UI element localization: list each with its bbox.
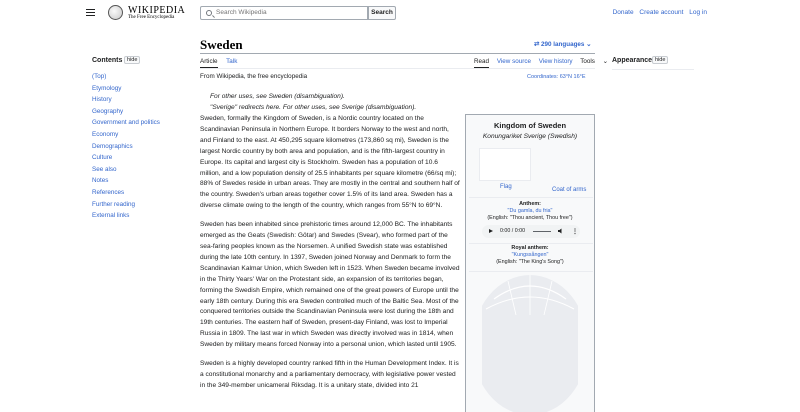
anthem-label[interactable]: Anthem: xyxy=(519,201,541,207)
toc-item[interactable]: (Top) xyxy=(92,73,107,80)
hatnote-line: "Sverige" redirects here. For other uses, see Sverige (disambiguation). xyxy=(210,104,417,111)
tab-article[interactable]: Article xyxy=(200,58,218,68)
toc-item[interactable]: Culture xyxy=(92,154,113,162)
coat-of-arms-link[interactable]: Coat of arms xyxy=(552,187,587,193)
toc-item[interactable]: See also xyxy=(92,165,117,173)
infobox-title: Kingdom of Sweden xyxy=(493,121,567,130)
login-link[interactable]: Log in xyxy=(689,9,707,16)
toc-item[interactable]: Demographics xyxy=(92,142,133,150)
site-sub: From Wikipedia, the free encyclopedia xyxy=(200,73,308,80)
appearance-hide-button[interactable]: hide xyxy=(652,56,668,64)
title-divider xyxy=(200,53,595,54)
royal-anthem-label[interactable]: Royal anthem: xyxy=(511,245,549,251)
toc-item[interactable]: References xyxy=(92,188,125,196)
logo-tagline: The Free Encyclopedia xyxy=(128,15,175,20)
play-icon[interactable] xyxy=(489,229,493,233)
tab-view-history[interactable]: View history xyxy=(538,58,573,65)
view-tabs xyxy=(474,58,614,65)
translate-icon: ⇄ xyxy=(534,41,542,48)
royal-anthem-english: (English: "The King's Song") xyxy=(496,259,564,265)
anthem-english: (English: "Thou ancient, Thou free") xyxy=(487,215,573,221)
appearance-panel xyxy=(612,57,702,64)
toc-title: Contents xyxy=(92,57,123,64)
royal-anthem-name[interactable]: "Kungssången" xyxy=(511,252,549,258)
toc-item[interactable]: Etymology xyxy=(92,84,122,92)
toc-item[interactable]: Geography xyxy=(92,107,124,115)
main-menu-icon[interactable] xyxy=(86,9,95,16)
infobox-divider xyxy=(469,243,593,244)
appearance-divider xyxy=(612,69,694,70)
royal-anthem-block xyxy=(466,245,594,266)
tab-view-source[interactable]: View source xyxy=(496,58,531,65)
toc-item[interactable]: Notes xyxy=(92,177,109,185)
hatnote-line: For other uses, see Sweden (disambiguation). xyxy=(210,93,345,100)
audio-progress-track[interactable] xyxy=(533,231,551,232)
politics-paragraph: Sweden is a highly developed country ranked fifth in the Human Development Index. It is a constitutional monarchy and a parliamentary democracy, with legislative power vested in the 349-member unicameral Riksdag. It is a unitary state, divided into 21 xyxy=(200,360,459,389)
hatnote xyxy=(210,91,416,113)
toc-item[interactable]: External links xyxy=(92,212,130,220)
infobox xyxy=(465,114,595,412)
article-body xyxy=(200,114,460,400)
flag-image[interactable] xyxy=(479,148,531,181)
volume-icon[interactable] xyxy=(558,228,563,234)
tab-read[interactable]: Read xyxy=(474,58,489,68)
infobox-divider xyxy=(469,271,593,272)
flag-link[interactable]: Flag xyxy=(500,184,512,190)
create-account-link[interactable]: Create account xyxy=(639,9,684,16)
appearance-title: Appearance xyxy=(612,57,653,64)
infobox-native-name: Konungariket Sverige (Swedish) xyxy=(482,133,578,140)
tools-chevron-icon[interactable]: ⌄ xyxy=(600,58,608,65)
search-button[interactable]: Search xyxy=(368,6,396,20)
lead-paragraph: Sweden, formally the Kingdom of Sweden, is a Nordic country located on the Scandinavian Peninsula in Northern Europe. It borders Norway to the west and north, and Finland to the east. At 450,295 square kilometres (173,860 sq mi), Sweden is the largest Nordic country by both area and population, and is the fifth-largest country in Europe. Its capital and largest city is Stockholm. Sweden has a population of 10.6 million, and a low population density of 25.5 inhabitants per square kilometre (66/sq mi); 88% of Swedes reside in urban areas. They are mostly in the central and southern half of the country. Sweden's urban areas together cover 1.5% of its land area. Sweden has a diverse climate owing to the length of the country, which ranges from 55°N to 69°N. xyxy=(200,115,460,210)
location-map-image[interactable] xyxy=(482,275,578,412)
audio-time: 0:00 / 0:00 xyxy=(500,228,526,234)
tab-talk[interactable]: Talk xyxy=(226,58,238,65)
language-count: 290 languages xyxy=(541,41,585,48)
user-links xyxy=(609,9,707,16)
search-icon xyxy=(206,10,212,16)
donate-link[interactable]: Donate xyxy=(612,9,634,16)
toc-item[interactable]: Government and politics xyxy=(92,119,160,127)
table-of-contents xyxy=(92,57,182,222)
tab-tools[interactable]: Tools xyxy=(580,58,595,65)
anthem-name[interactable]: "Du gamla, du fria" xyxy=(507,208,553,214)
toc-item[interactable]: History xyxy=(92,96,112,104)
toc-item[interactable]: Further reading xyxy=(92,200,136,208)
anthem-block xyxy=(466,201,594,222)
language-button[interactable] xyxy=(534,41,591,48)
more-options-icon[interactable]: ⋮ xyxy=(572,229,578,235)
toc-hide-button[interactable]: hide xyxy=(124,56,140,64)
top-header xyxy=(0,0,800,28)
toc-item[interactable]: Economy xyxy=(92,130,119,138)
search-box[interactable] xyxy=(200,6,368,20)
anthem-audio-player[interactable] xyxy=(482,225,580,238)
chevron-down-icon: ⌄ xyxy=(584,41,592,48)
coordinates-link[interactable]: Coordinates: 63°N 16°E xyxy=(527,74,586,80)
infobox-divider xyxy=(469,197,593,198)
search-input[interactable] xyxy=(216,9,356,16)
page-title: Sweden xyxy=(200,37,243,52)
history-paragraph: Sweden has been inhabited since prehistoric times around 12,000 BC. The inhabitants emerged as the Geats (Swedish: Götar) and Swedes (Svear), who formed part of the sea-faring peoples known as the Norsemen. A unified Swedish state was established during the late 10th century. In 1397, Sweden joined Norway and Denmark to form the Scandinavian Kalmar Union, which Sweden left in 1523. When Sweden became involved in the Thirty Years' War on the Protestant side, an expansion of its territories began, forming the Swedish Empire, which remained one of the great powers of Europe until the early 18th century. During this era Sweden controlled much of the Baltic Sea. Most of the conquered territories outside the Scandinavian Peninsula were lost during the 18th and 19th centuries. The eastern half of Sweden, present-day Finland, was lost to Imperial Russia in 1809. The last war in which Sweden was directly involved was in 1814, when Sweden by military means forced Norway into a personal union, which lasted until 1905. xyxy=(200,221,460,349)
logo-wordmark[interactable]: WIKIPEDIA xyxy=(128,5,186,16)
tabs-divider xyxy=(200,68,595,69)
wikipedia-globe-icon[interactable] xyxy=(108,5,123,20)
namespace-tabs xyxy=(200,58,244,65)
